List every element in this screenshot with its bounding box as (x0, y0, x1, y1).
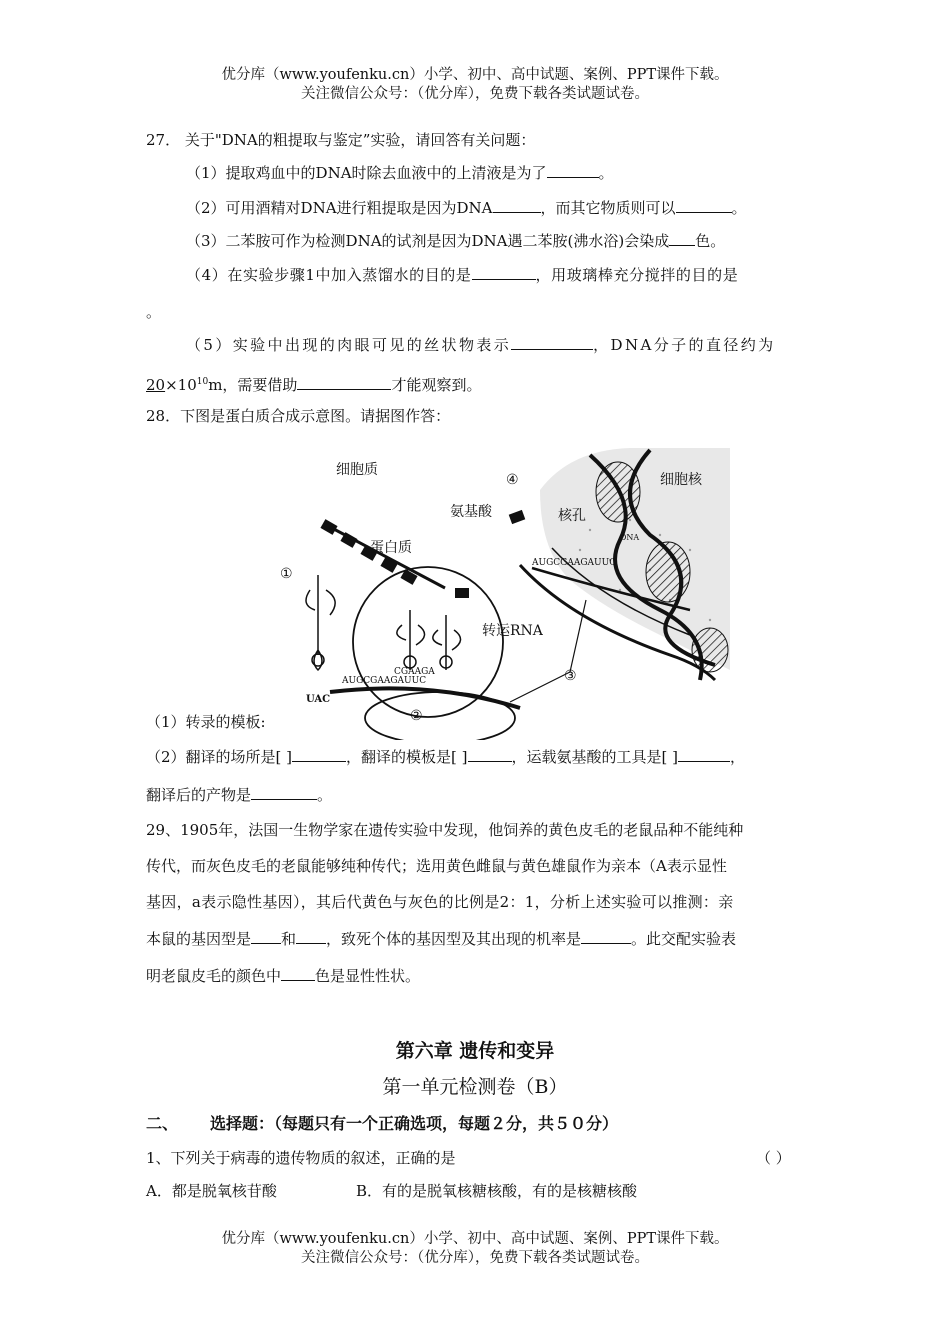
answer-blank[interactable] (493, 198, 541, 213)
q27-stem: 27． 关于"DNA的粗提取与鉴定”实验，请回答有关问题： (146, 131, 536, 149)
fig-mrna-ribosome-label: AUGCGAAGAUUC (342, 676, 427, 686)
q28-part2: （2）翻译的场所是[ ] ，翻译的模板是[ ] ，运载氨基酸的工具是[ ] ， (146, 748, 746, 766)
mc1-answer-paren[interactable]: （ ） (756, 1149, 791, 1167)
answer-blank[interactable] (547, 163, 599, 178)
q27-part3: （3）二苯胺可作为检测DNA的试剂是因为DNA遇二苯胺(沸水浴)会染成 色。 (186, 232, 726, 250)
header-line-2: 关注微信公众号：（优分库），免费下载各类试题试卷。 (301, 86, 649, 102)
fig-marker-3: ③ (564, 668, 577, 684)
footer-line-1: 优分库（www.youfenku.cn）小学、初中、高中试题、案例、PPT课件下载。 (221, 1231, 729, 1247)
fig-amino-acid-label: 氨基酸 (450, 504, 492, 520)
page-header (0, 66, 950, 104)
answer-blank[interactable] (676, 198, 732, 213)
fig-nucleus-label: 细胞核 (660, 472, 702, 488)
fig-marker-1: ① (280, 566, 293, 582)
mc1-option-a[interactable]: A．都是脱氧核苷酸 (146, 1182, 277, 1200)
answer-blank[interactable] (292, 747, 346, 762)
answer-blank[interactable] (472, 265, 536, 280)
fig-anticodon-label: UAC (306, 694, 331, 705)
fig-cytoplasm-label: 细胞质 (336, 462, 378, 478)
q29-line4: 本鼠的基因型是 和 ，致死个体的基因型及其出现的机率是 。此交配实验表 (146, 930, 737, 948)
q27-part4-end: 。 (146, 303, 162, 321)
fig-codons-label: CGAAGA (394, 667, 435, 677)
q28-part1: （1）转录的模板: (146, 713, 266, 731)
page-footer (0, 1230, 950, 1268)
q29-line1: 29、1905年，法国一生物学家在遗传实验中发现，他饲养的黄色皮毛的老鼠品种不能纯种 (146, 821, 744, 839)
answer-blank[interactable] (678, 747, 730, 762)
footer-line-2: 关注微信公众号：（优分库），免费下载各类试题试卷。 (301, 1250, 649, 1266)
q27-part4: （4）在实验步骤1中加入蒸馏水的目的是 ，用玻璃棒充分搅拌的目的是 (186, 266, 739, 284)
answer-blank[interactable] (581, 929, 631, 944)
answer-blank[interactable] (468, 747, 512, 762)
q27-part1: （1）提取鸡血中的DNA时除去血液中的上清液是为了 。 (186, 164, 614, 182)
q27-part5-cont: $20\times 10^{10}m$，需要借助 才能观察到。 (146, 376, 482, 394)
q29-line5: 明老鼠皮毛的颜色中 色是显性性状。 (146, 967, 421, 985)
answer-blank[interactable] (251, 929, 281, 944)
chapter-title: 第六章 遗传和变异 (395, 1040, 555, 1062)
q27-part5: （5）实验中出现的肉眼可见的丝状物表示 ，DNA分子的直径约为 (186, 336, 776, 354)
fig-marker-2: ② (410, 708, 423, 724)
fig-mrna-nucleus-label: AUGCGAAGAUUC (532, 558, 617, 568)
fig-marker-4: ④ (506, 472, 519, 488)
answer-blank[interactable] (296, 929, 326, 944)
fig-dna-label: DNA (620, 533, 640, 542)
answer-blank[interactable] (669, 231, 695, 246)
answer-blank[interactable] (297, 375, 391, 390)
mc1-stem: 1、下列关于病毒的遗传物质的叙述，正确的是 (146, 1149, 456, 1167)
unit-title: 第一单元检测卷（B） (382, 1076, 568, 1098)
mc1-option-b[interactable]: B．有的是脱氧核糖核酸，有的是核糖核酸 (356, 1182, 638, 1200)
answer-blank[interactable] (281, 966, 315, 981)
q29-line3: 基因，a表示隐性基因），其后代黄色与灰色的比例是2：1，分析上述实验可以推测：亲 (146, 893, 734, 911)
fig-nuclear-pore-label: 核孔 (558, 508, 586, 524)
header-line-1: 优分库（www.youfenku.cn）小学、初中、高中试题、案例、PPT课件下载。 (221, 67, 729, 83)
q28-stem: 28．下图是蛋白质合成示意图。请据图作答： (146, 407, 451, 425)
q28-part2-cont: 翻译后的产物是 。 (146, 786, 333, 804)
fig-protein-label: 蛋白质 (370, 540, 412, 556)
q29-line2: 传代，而灰色皮毛的老鼠能够纯种传代；选用黄色雌鼠与黄色雄鼠作为亲本（A表示显性 (146, 857, 727, 875)
fig-trna-label: 转运RNA (482, 623, 543, 639)
q27-part2: （2）可用酒精对DNA进行粗提取是因为DNA ，而其它物质则可以 。 (186, 199, 747, 217)
answer-blank[interactable] (251, 785, 317, 800)
answer-blank[interactable] (511, 335, 593, 350)
section-title: 二、 选择题：（每题只有一个正确选项，每题２分，共５０分） (146, 1114, 619, 1133)
protein-synthesis-figure (270, 440, 732, 740)
